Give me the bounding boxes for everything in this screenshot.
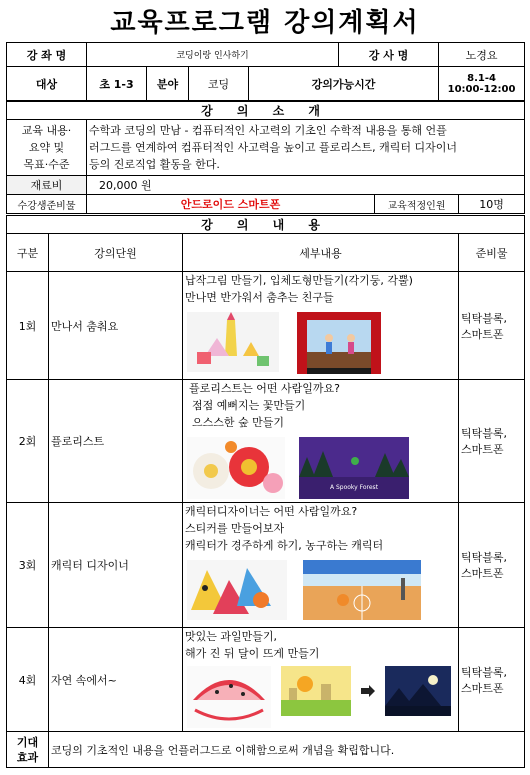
- prep-label: 수강생준비물: [7, 195, 87, 214]
- materials-cell: 틱탁블록, 스마트폰: [459, 380, 525, 503]
- unit-cell: 만나서 춤춰요: [49, 272, 183, 380]
- spooky-forest-image: [299, 437, 409, 499]
- available-hours: 10:00-12:00: [447, 83, 516, 95]
- session-cell: 3회: [7, 503, 49, 628]
- detail-line: 해가 진 뒤 달이 뜨게 만들기: [185, 647, 320, 660]
- paper-flowers-image: [187, 437, 285, 499]
- available-date: 8.1-4: [467, 72, 496, 84]
- available-time-label: 강의가능시간: [249, 67, 439, 101]
- detail-line: 만나면 반가워서 춤추는 친구들: [185, 291, 334, 304]
- capacity-value: 10명: [459, 195, 525, 214]
- paper-shapes-image: [187, 312, 279, 372]
- session-cell: 2회: [7, 380, 49, 503]
- detail-cell: [183, 272, 459, 380]
- goal-label: [7, 120, 87, 176]
- detail-line: 납작그림 만들기, 입체도형만들기(각기둥, 각뿔): [185, 274, 413, 287]
- arrow-right-icon: [361, 666, 375, 716]
- goal-text-line-1: 수학과 코딩의 만남 - 컴퓨터적인 사고력의 기초인 수학적 내용을 통해 언플: [89, 124, 447, 137]
- session-cell: 4회: [7, 628, 49, 732]
- materials-cell: 틱탁블록, 스마트폰: [459, 503, 525, 628]
- detail-line: 스티커를 만들어보자: [185, 522, 285, 535]
- detail-line: 맛있는 과일만들기,: [185, 630, 278, 643]
- goal-text-line-2: 러그드를 연계하여 컴퓨터적인 사고력을 높이고 플로리스트, 캐릭터 디자이너: [89, 141, 458, 154]
- detail-line: 점점 예뻐지는 꽃만들기: [192, 399, 306, 412]
- dancing-stage-image: [297, 312, 381, 374]
- effect-label: 기대 효과: [7, 732, 49, 768]
- paper-character-image: [187, 560, 287, 620]
- intro-table: [6, 101, 525, 214]
- goal-label-line-1: 교육 내용·: [21, 124, 72, 137]
- table-row: [7, 628, 525, 732]
- spooky-forest-caption: A Spooky Forest: [329, 484, 379, 491]
- goal-text: [87, 120, 525, 176]
- lecture-name-label: 강 좌 명: [7, 43, 87, 67]
- goal-label-line-3: 목표·수준: [23, 158, 70, 171]
- target-label: 대상: [7, 67, 87, 101]
- goal-label-line-2: 요약 및: [28, 141, 65, 154]
- table-row: [7, 503, 525, 628]
- unit-cell: 캐릭터 디자이너: [49, 503, 183, 628]
- detail-cell: [183, 628, 459, 732]
- detail-cell: [183, 503, 459, 628]
- field-label: 분야: [147, 67, 189, 101]
- intro-header: 강 의 소 개: [7, 102, 525, 120]
- basketball-game-image: [303, 560, 421, 620]
- effect-row: [7, 732, 525, 768]
- content-header: 강 의 내 용: [7, 216, 525, 234]
- unit-cell: 자연 속에서~: [49, 628, 183, 732]
- sunset-scene-image: [281, 666, 351, 716]
- page-title: 교육프로그램 강의계획서: [110, 8, 420, 38]
- detail-line: 캐릭터가 경주하게 하기, 농구하는 캐릭터: [185, 539, 384, 552]
- info-table: [6, 42, 525, 101]
- prep-value: 안드로이드 스마트폰: [87, 195, 375, 214]
- detail-cell: [183, 380, 459, 503]
- materials-cell: 틱탁블록, 스마트폰: [459, 628, 525, 732]
- fee-value: 20,000 원: [87, 176, 525, 195]
- fee-label: 재료비: [7, 176, 87, 195]
- field-value: 코딩: [189, 67, 249, 101]
- col-unit-header: 강의단원: [49, 234, 183, 272]
- instructor-name: 노경요: [439, 43, 525, 67]
- col-materials-header: 준비물: [459, 234, 525, 272]
- instructor-label: 강 사 명: [339, 43, 439, 67]
- effect-text: 코딩의 기초적인 내용을 언플러그드로 이해함으로써 개념을 확립합니다.: [49, 732, 525, 768]
- table-row: [7, 272, 525, 380]
- col-session-header: 구분: [7, 234, 49, 272]
- capacity-label: 교육적정인원: [375, 195, 459, 214]
- content-table: [6, 215, 525, 768]
- lecture-name: 코딩이랑 인사하기: [87, 43, 339, 67]
- table-row: [7, 380, 525, 503]
- available-time-value: [439, 67, 525, 101]
- paper-fruit-image: [187, 666, 271, 728]
- night-scene-image: [385, 666, 451, 716]
- detail-line: 으스스한 숲 만들기: [192, 416, 285, 429]
- detail-line: 캐릭터디자이너는 어떤 사람일까요?: [185, 505, 358, 518]
- session-cell: 1회: [7, 272, 49, 380]
- detail-line: 플로리스트는 어떤 사람일까요?: [189, 382, 340, 395]
- goal-text-line-3: 등의 진로직업 활동을 한다.: [89, 158, 220, 171]
- col-detail-header: 세부내용: [183, 234, 459, 272]
- unit-cell: 플로리스트: [49, 380, 183, 503]
- target-value: 초 1-3: [87, 67, 147, 101]
- materials-cell: 틱탁블록, 스마트폰: [459, 272, 525, 380]
